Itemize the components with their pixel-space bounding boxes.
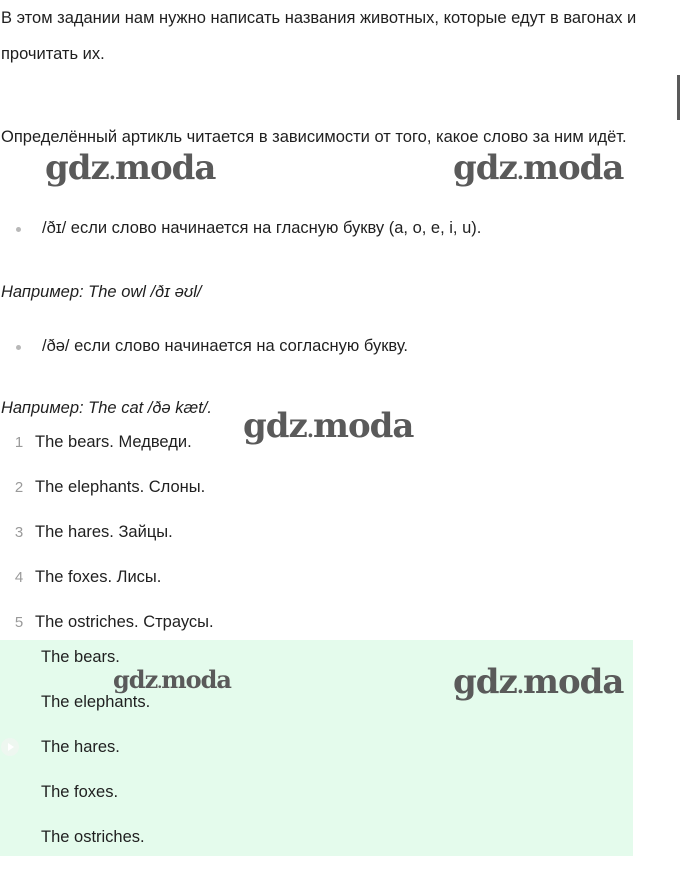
list-number: 5 bbox=[14, 614, 24, 631]
watermark-logo: gdz.moda bbox=[243, 406, 414, 446]
example-cat: Например: The cat /ðə kæt/. bbox=[1, 399, 212, 417]
answer-line: The foxes. bbox=[41, 783, 119, 801]
rule-paragraph: Определённый артикль читается в зависимости от того, какое слово за ним идёт. bbox=[1, 128, 627, 146]
answer-line: The hares. bbox=[41, 738, 120, 756]
example-owl: Например: The owl /ðɪ əʊl/ bbox=[1, 283, 202, 301]
list-item-ostriches: The ostriches. Страусы. bbox=[35, 613, 214, 631]
list-item-hares: The hares. Зайцы. bbox=[35, 523, 173, 541]
answer-line: The elephants. bbox=[41, 693, 151, 711]
list-item-bears: The bears. Медведи. bbox=[35, 433, 192, 451]
watermark-logo: gdz.moda bbox=[453, 148, 624, 188]
list-number: 4 bbox=[14, 569, 24, 586]
answer-line: The ostriches. bbox=[41, 828, 145, 846]
watermark-logo: gdz.moda bbox=[113, 665, 231, 694]
list-item-elephants: The elephants. Слоны. bbox=[35, 478, 206, 496]
watermark-logo: gdz.moda bbox=[453, 662, 624, 702]
bullet-vowel: /ðɪ/ если слово начинается на гласную букву (a, o, e, i, u). bbox=[42, 219, 482, 237]
bullet-consonant: /ðə/ если слово начинается на согласную букву. bbox=[42, 337, 408, 355]
watermark-logo: gdz.moda bbox=[45, 148, 216, 188]
answer-line: The bears. bbox=[41, 648, 120, 666]
bullet-dot bbox=[16, 345, 21, 350]
intro-paragraph: В этом задании нам нужно написать названия животных, которые едут в вагонах и прочитать их. bbox=[1, 9, 637, 63]
list-number: 1 bbox=[14, 434, 24, 451]
play-icon[interactable] bbox=[1, 738, 19, 756]
list-number: 2 bbox=[14, 479, 24, 496]
bullet-dot bbox=[16, 227, 21, 232]
list-number: 3 bbox=[14, 524, 24, 541]
list-item-foxes: The foxes. Лисы. bbox=[35, 568, 162, 586]
